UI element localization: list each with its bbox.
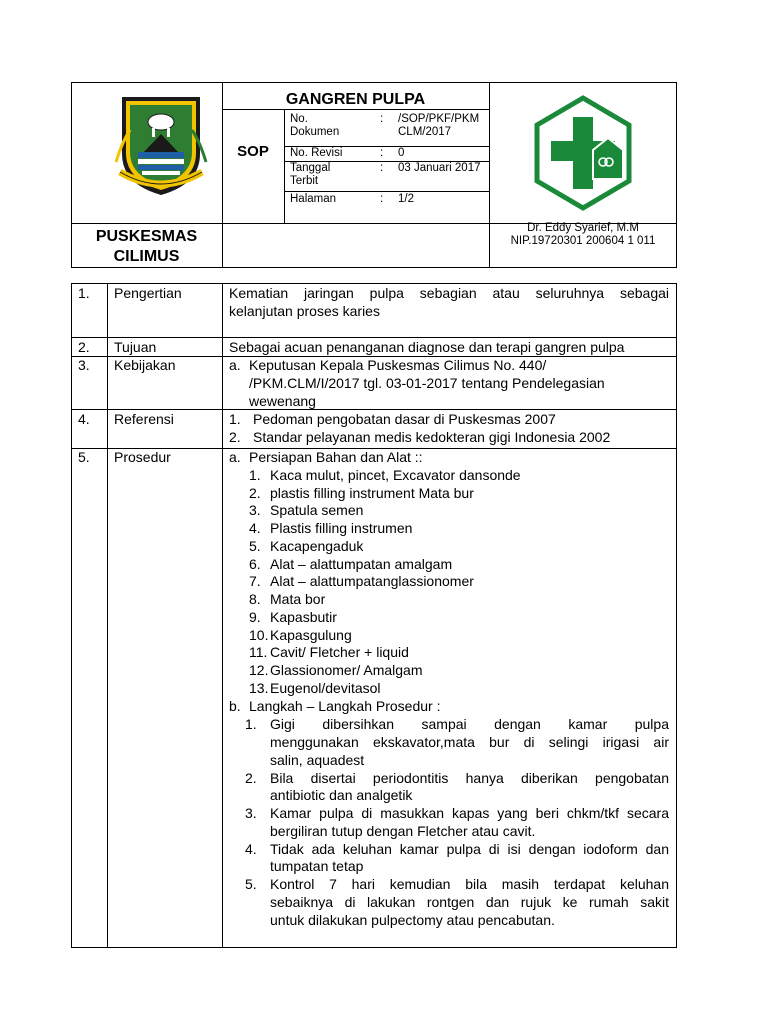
org-name-line1: PUSKESMAS <box>95 228 198 245</box>
meta-value-tanggal: 03 Januari 2017 <box>398 162 481 174</box>
langkah-line: tumpatan tetap <box>270 858 364 874</box>
kebijakan-marker: a. <box>229 357 241 373</box>
alat-marker: 8. <box>249 591 261 607</box>
alat-marker: 4. <box>249 520 261 536</box>
prosedur-a-marker: a. <box>229 449 241 465</box>
alat-marker: 13. <box>249 680 269 696</box>
meta-label-line1: No. <box>290 113 308 125</box>
row-number: 2. <box>78 339 90 355</box>
alat-item: Alat – alattumpatanglassionomer <box>270 573 474 589</box>
alat-marker: 10. <box>249 626 269 643</box>
meta-label-line2: Terbit <box>290 175 319 187</box>
langkah-line: Tidak ada keluhan kamar pulpa di isi dengan iodoform dan <box>270 840 669 857</box>
document-title: GANGREN PULPA <box>285 91 426 108</box>
meta-sep: : <box>380 113 384 125</box>
row-label-pengertian: Pengertian <box>114 285 182 301</box>
prosedur-b-title: Langkah – Langkah Prosedur : <box>249 698 441 714</box>
signer-name: Dr. Eddy Syarief, M.M <box>527 222 639 234</box>
referensi-item: Standar pelayanan medis kedokteran gigi Indonesia 2002 <box>253 429 611 445</box>
signer-block <box>489 222 677 248</box>
langkah-line: Gigi dibersihkan sampai dengan kamar pulpa <box>270 716 669 732</box>
meta-value-line2: CLM/2017 <box>398 126 452 138</box>
langkah-line: sebaiknya di lakukan rontgen dan rujuk ke rumah sakit <box>270 894 669 910</box>
langkah-line: salin, aquadest <box>270 751 365 768</box>
langkah-marker: 5. <box>245 876 257 892</box>
alat-item: Spatula semen <box>270 502 364 518</box>
referensi-item: Pedoman pengobatan dasar di Puskesmas 2007 <box>253 411 556 427</box>
langkah-line: Bila disertai periodontitis hanya diberikan pengobatan <box>270 769 669 786</box>
alat-item: Alat – alattumpatan amalgam <box>270 555 453 572</box>
meta-sep: : <box>380 147 384 159</box>
meta-no-dokumen <box>290 113 339 139</box>
row-label-prosedur: Prosedur <box>114 449 171 465</box>
sop-label: SOP <box>237 143 269 160</box>
langkah-line: Kamar pulpa di masukkan kapas yang beri chkm/tkf secara <box>270 805 669 821</box>
alat-item: Kacapengaduk <box>270 538 364 554</box>
prosedur-a-title: Persiapan Bahan dan Alat :: <box>249 449 423 465</box>
org-name-line2: CILIMUS <box>113 248 180 265</box>
pengertian-line1: Kematian jaringan pulpa sebagian atau seluruhnya sebagai <box>229 285 669 301</box>
alat-marker: 9. <box>249 609 261 625</box>
meta-label-line1: Tanggal <box>290 162 331 174</box>
langkah-marker: 4. <box>245 840 257 857</box>
meta-sep: : <box>380 193 384 205</box>
alat-marker: 6. <box>249 555 261 572</box>
meta-value-no-revisi: 0 <box>398 147 405 159</box>
row-label-kebijakan: Kebijakan <box>114 357 176 373</box>
langkah-line: Kontrol 7 hari kemudian bila masih terdapat keluhan <box>270 876 669 892</box>
langkah-marker: 1. <box>245 716 257 732</box>
row-number: 5. <box>78 449 90 465</box>
kebijakan-line3: wewenang <box>249 393 316 409</box>
alat-item: Cavit/ Fletcher + liquid <box>270 644 409 660</box>
langkah-marker: 3. <box>245 805 257 821</box>
meta-label-no-revisi: No. Revisi <box>290 147 343 159</box>
langkah-line: antibiotic dan analgetik <box>270 787 413 803</box>
alat-item: Kapasbutir <box>270 609 337 625</box>
pengertian-line2: kelanjutan proses karies <box>229 303 380 319</box>
row-label-tujuan: Tujuan <box>114 339 157 355</box>
signer-nip: NIP.19720301 200604 1 011 <box>510 235 656 247</box>
org-name <box>72 227 221 267</box>
row-label-referensi: Referensi <box>114 411 174 427</box>
kebijakan-line1: Keputusan Kepala Puskesmas Cilimus No. 440/ <box>249 357 547 373</box>
alat-item: Plastis filling instrumen <box>270 520 413 536</box>
langkah-line: untuk dilakukan pulpectomy atau pencabutan. <box>270 911 555 928</box>
langkah-marker: 2. <box>245 769 257 786</box>
alat-item: Eugenol/devitasol <box>270 680 381 696</box>
meta-value-line1: /SOP/PKF/PKM <box>398 113 480 125</box>
alat-marker: 11. <box>249 644 268 660</box>
puskesmas-logo <box>533 95 633 211</box>
meta-sep: : <box>380 162 384 174</box>
prosedur-b-marker: b. <box>229 698 241 714</box>
langkah-line: menggunakan ekskavator,mata bur di selingi irigasi air <box>270 734 669 750</box>
kebijakan-line2: /PKM.CLM/I/2017 tgl. 03-01-2017 tentang Pendelegasian <box>249 375 605 391</box>
meta-value-no-dokumen <box>398 113 479 139</box>
langkah-line: bergiliran tutup dengan Fletcher atau cavit. <box>270 822 536 839</box>
alat-item: Glassionomer/ Amalgam <box>270 662 423 678</box>
meta-tanggal-terbit <box>290 162 330 188</box>
regency-emblem-logo <box>112 92 210 197</box>
alat-marker: 12. <box>249 662 269 678</box>
alat-marker: 1. <box>249 467 261 483</box>
alat-item: Kaca mulut, pincet, Excavator dansonde <box>270 467 521 483</box>
meta-label-halaman: Halaman <box>290 193 337 205</box>
alat-marker: 3. <box>249 502 261 518</box>
row-number: 3. <box>78 357 90 373</box>
alat-item: Mata bor <box>270 591 326 607</box>
referensi-marker: 1. <box>229 411 241 427</box>
alat-marker: 5. <box>249 538 261 554</box>
alat-item: plastis filling instrument Mata bur <box>270 484 474 501</box>
alat-item: Kapasgulung <box>270 626 352 643</box>
meta-value-halaman: 1/2 <box>398 193 414 205</box>
row-number: 1. <box>78 285 90 301</box>
row-number: 4. <box>78 411 90 427</box>
alat-marker: 2. <box>249 484 261 501</box>
alat-marker: 7. <box>249 573 261 589</box>
referensi-marker: 2. <box>229 429 241 445</box>
tujuan-text: Sebagai acuan penanganan diagnose dan terapi gangren pulpa <box>229 339 625 355</box>
meta-label-line2: Dokumen <box>290 126 340 138</box>
